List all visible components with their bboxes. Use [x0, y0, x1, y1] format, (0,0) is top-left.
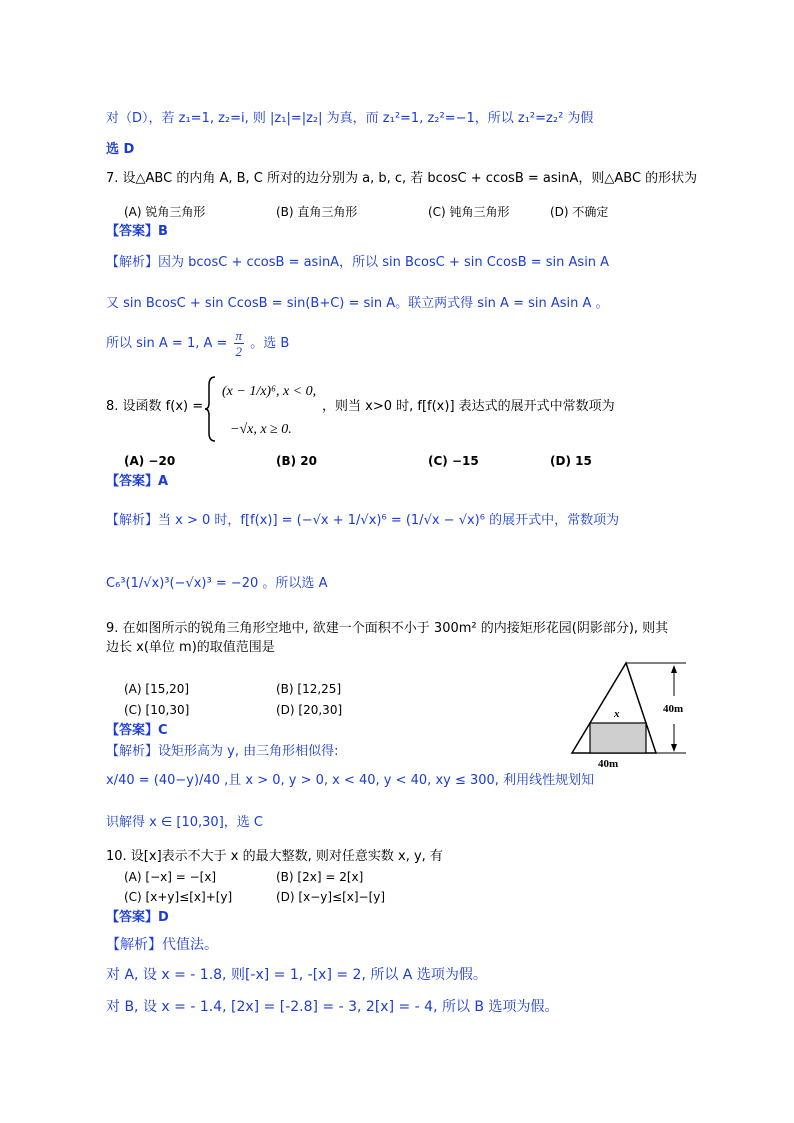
q9-answer: 【答案】C: [106, 723, 168, 738]
q9-figure-label-height: 40m: [663, 703, 684, 715]
q9-analysis-2: x/40 = (40−y)/40 ,且 x > 0, y > 0, x < 40, y < 40, xy ≤ 300, 利用线性规划知: [106, 773, 595, 788]
q8-answer: 【答案】A: [106, 474, 169, 489]
q10-answer: 【答案】D: [106, 910, 169, 925]
q8-stem-post: ，则当 x>0 时, f[f(x)] 表达式的展开式中常数项为: [322, 399, 615, 414]
q8-option-a: (A) −20: [124, 454, 176, 468]
q7-analysis-2: 又 sin BcosC + sin CcosB = sin(B+C) = sin A。联立两式得 sin A = sin Asin A 。: [106, 296, 609, 311]
q10-analysis-1: 【解析】代值法。: [106, 937, 218, 953]
q8-case-1: (x − 1/x)⁶, x < 0,: [222, 384, 317, 399]
q7-analysis-3-post: 。选 B: [250, 336, 290, 351]
q10-option-a: (A) [−x] = −[x]: [124, 870, 217, 884]
q8-option-b: (B) 20: [276, 454, 317, 468]
q10-analysis-3: 对 B, 设 x = - 1.4, [2x] = [-2.8] = - 3, 2[x] = - 4, 所以 B 选项为假。: [106, 999, 559, 1015]
q8-option-d: (D) 15: [550, 454, 592, 468]
q9-option-c: (C) [10,30]: [124, 703, 190, 717]
q9-stem-2: 边长 x(单位 m)的取值范围是: [106, 640, 275, 655]
q7-answer: 【答案】B: [106, 224, 168, 239]
q10-option-b: (B) [2x] = 2[x]: [276, 870, 364, 884]
q8-analysis-1: 【解析】当 x > 0 时，f[f(x)] = (−√x + 1/√x)⁶ = (1/√x − √x)⁶ 的展开式中，常数项为: [106, 513, 620, 528]
q7-analysis-1: 【解析】因为 bcosC + ccosB = asinA，所以 sin BcosC + sin CcosB = sin Asin A: [106, 255, 610, 270]
q10-analysis-2: 对 A, 设 x = - 1.8, 则[-x] = 1, -[x] = 2, 所以 A 选项为假。: [106, 967, 487, 983]
q7-stem: 7. 设△ABC 的内角 A, B, C 所对的边分别为 a, b, c, 若 bcosC + ccosB = asinA，则△ABC 的形状为: [106, 171, 698, 186]
q9-option-d: (D) [20,30]: [276, 703, 343, 717]
q7-frac-num: π: [235, 328, 243, 343]
q8-analysis-2: C₆³(1/√x)³(−√x)³ = −20 。所以选 A: [106, 576, 328, 591]
q7-option-a: (A) 锐角三角形: [124, 205, 206, 219]
q9-figure-label-base: 40m: [598, 758, 619, 770]
q9-figure-label-x: x: [614, 708, 620, 720]
q9-stem-1: 9. 在如图所示的锐角三角形空地中, 欲建一个面积不小于 300m² 的内接矩形花园(阴影部分), 则其: [106, 621, 669, 636]
q6-analysis-line: 对（D），若 z₁=1, z₂=i, 则 |z₁|=|z₂| 为真，而 z₁²=1, z₂²=−1，所以 z₁²=z₂² 为假: [106, 111, 594, 126]
q6-choice: 选 D: [106, 142, 135, 157]
q8-stem-pre: 8. 设函数 f(x) =: [106, 399, 204, 414]
q9-option-a: (A) [15,20]: [124, 682, 190, 696]
q7-frac-den: 2: [235, 344, 243, 359]
q8-case-2: −√x, x ≥ 0.: [230, 422, 292, 437]
q7-option-b: (B) 直角三角形: [276, 205, 358, 219]
q9-option-b: (B) [12,25]: [276, 682, 342, 696]
q9-analysis-1: 【解析】设矩形高为 y, 由三角形相似得:: [106, 744, 339, 759]
q10-stem: 10. 设[x]表示不大于 x 的最大整数, 则对任意实数 x, y, 有: [106, 849, 443, 864]
q8-option-c: (C) −15: [428, 454, 479, 468]
q7-option-d: (D) 不确定: [550, 205, 609, 219]
q9-analysis-3: 识解得 x ∈ [10,30]，选 C: [106, 815, 263, 830]
q7-analysis-3: [106, 328, 289, 359]
q7-analysis-3-pre: 所以 sin A = 1, A =: [106, 336, 228, 351]
q8-piecewise-brace: [205, 375, 217, 443]
q10-option-c: (C) [x+y]≤[x]+[y]: [124, 890, 233, 904]
q9-triangle-figure: [568, 660, 688, 775]
q7-option-c: (C) 钝角三角形: [428, 205, 510, 219]
q10-option-d: (D) [x−y]≤[x]−[y]: [276, 890, 386, 904]
